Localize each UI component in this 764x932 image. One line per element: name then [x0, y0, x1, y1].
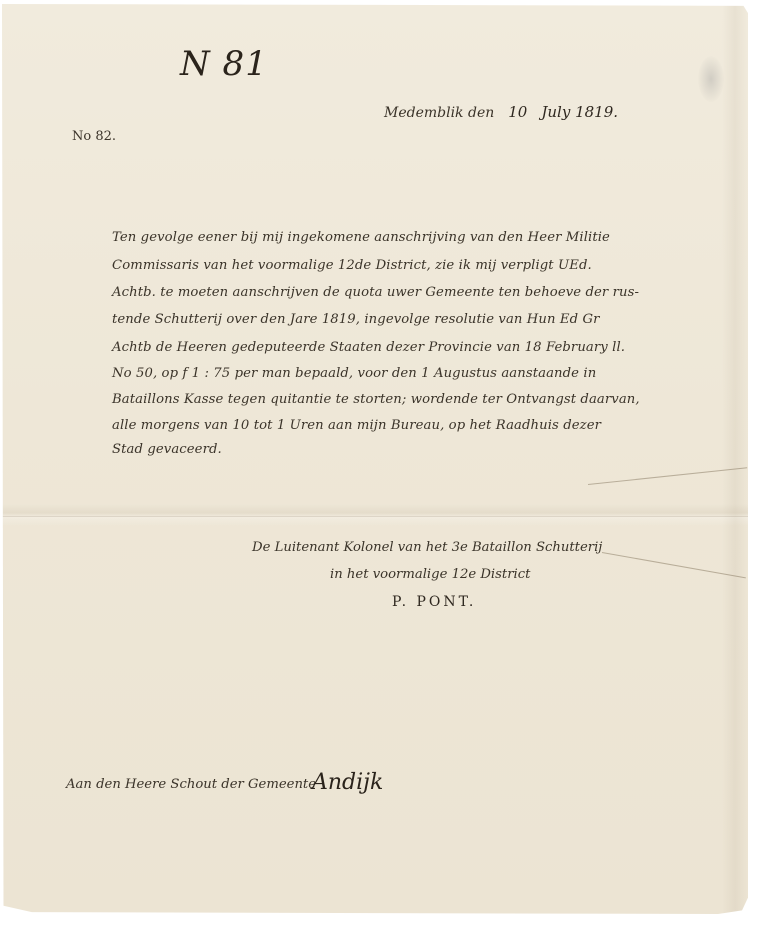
body-line: Ten gevolge eener bij mij ingekomene aanschrijving van den Heer Militie — [112, 230, 610, 245]
body-line: Commissaris van het voormalige 12de District, zie ik mij verpligt UEd. — [112, 258, 592, 273]
signatory-title: De Luitenant Kolonel van het 3e Bataillon Schutterij — [252, 540, 603, 555]
date-day: 10 — [508, 103, 528, 121]
paper-stain — [698, 56, 724, 102]
place-name: Medemblik den — [384, 105, 495, 121]
body-line: tende Schutterij over den Jare 1819, ingevolge resolutie van Hun Ed Gr — [112, 312, 600, 327]
body-line: Achtb de Heeren gedeputeerde Staaten dezer Provincie van 18 February ll. — [112, 340, 626, 355]
horizontal-fold — [2, 504, 748, 526]
date-month-year: July 1819. — [541, 103, 619, 121]
body-line: No 50, op f 1 : 75 per man bepaald, voor den 1 Augustus aanstaande in — [112, 366, 597, 381]
body-line: Stad gevaceerd. — [112, 442, 222, 457]
handwritten-municipality: Andijk — [312, 770, 384, 795]
body-line: Bataillons Kasse tegen quitantie te storten; wordende ter Ontvangst daarvan, — [112, 392, 640, 407]
signatory-district: in het voormalige 12e District — [330, 567, 531, 582]
crease-line — [2, 516, 748, 517]
body-line: alle morgens van 10 tot 1 Uren aan mijn Bureau, op het Raadhuis dezer — [112, 418, 601, 433]
body-line: Achtb. te moeten aanschrijven de quota uwer Gemeente ten behoeve der rus- — [112, 285, 640, 300]
vertical-fold — [722, 4, 748, 914]
reference-number: No 82. — [72, 129, 117, 144]
officer-name: P. PONT. — [392, 594, 477, 610]
document-number-mark: N 81 — [180, 44, 268, 84]
place-and-date — [384, 103, 618, 121]
address-line: Aan den Heere Schout der Gemeente — [66, 777, 317, 792]
